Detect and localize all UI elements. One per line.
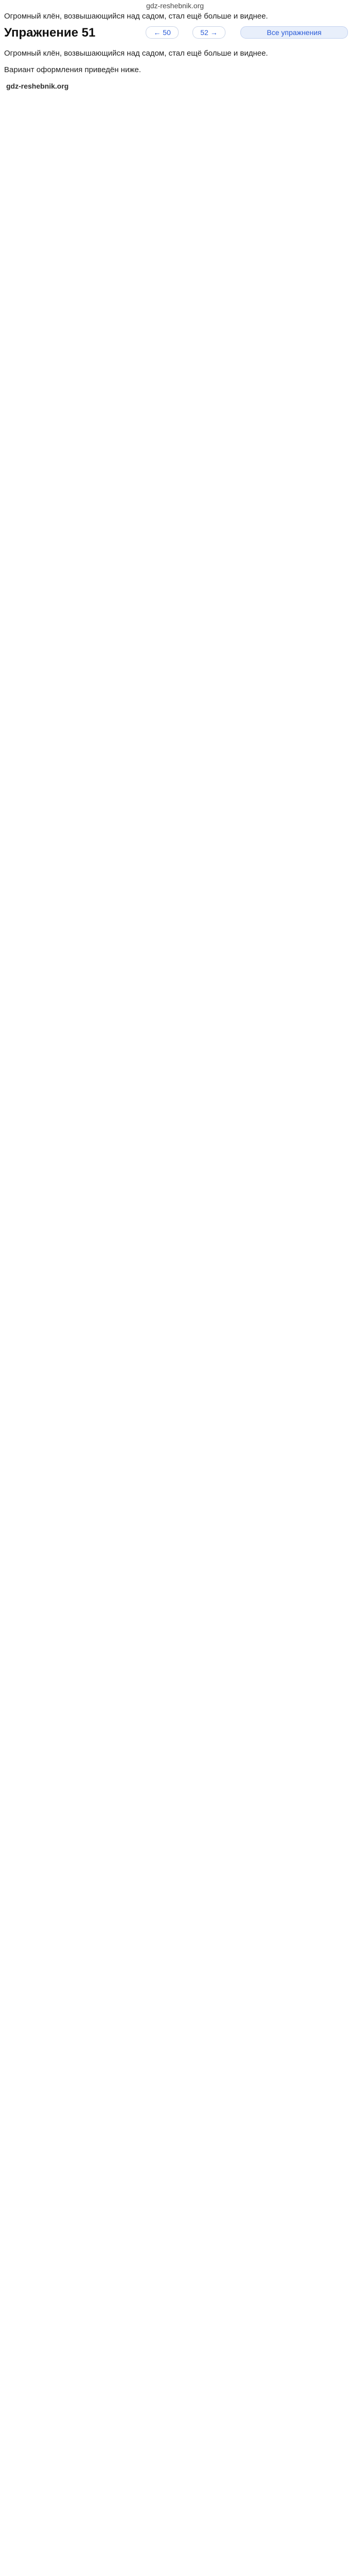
exercise-content (4, 48, 345, 98)
intro-text: Огромный клён, возвышающийся над садом, стал ещё больше и виднее. (4, 12, 268, 21)
site-header[interactable]: gdz-reshebnik.org (146, 2, 204, 10)
next-exercise-button[interactable]: 52 → (192, 26, 225, 39)
watermark: gdz-reshebnik.org (4, 82, 71, 90)
answer-line: Огромный клён, возвышающийся над садом, стал ещё больше и виднее. (4, 49, 268, 58)
exercise-title: Упражнение 51 (4, 26, 96, 40)
prev-page-label: 50 (163, 28, 171, 37)
all-exercises-button[interactable]: Все упражнения (240, 26, 348, 39)
next-page-label: 52 (200, 28, 208, 37)
answer-note: Вариант оформления приведён ниже. (4, 65, 141, 74)
prev-exercise-button[interactable]: ← 50 (146, 26, 179, 39)
exercise-header (0, 22, 350, 42)
